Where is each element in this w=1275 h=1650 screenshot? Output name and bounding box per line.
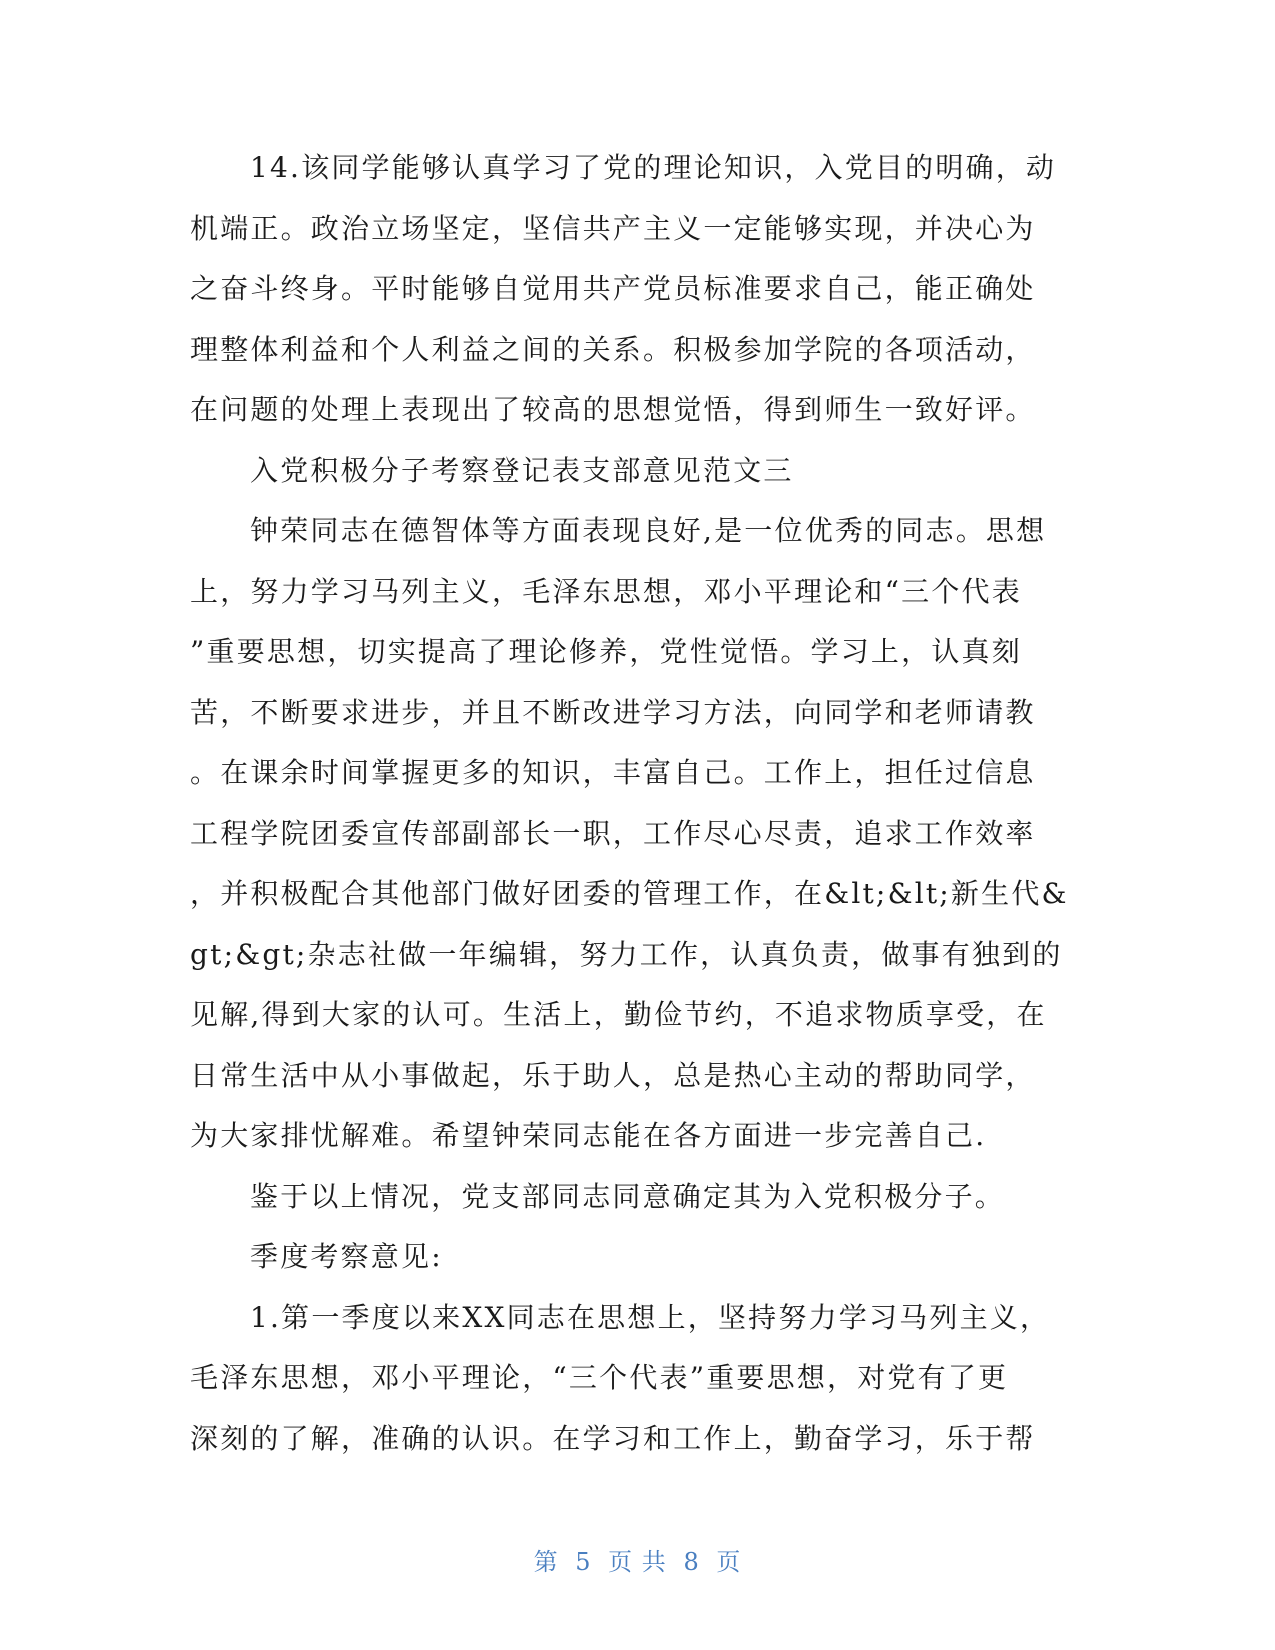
paragraph-line: 1.第一季度以来XX同志在思想上，坚持努力学习马列主义，: [250, 1300, 1051, 1334]
section-heading: 季度考察意见:: [250, 1240, 443, 1273]
paragraph-line: ，并积极配合其他部门做好团委的管理工作，在&lt;&lt;新生代&: [190, 877, 1069, 910]
current-page-number: 5: [575, 1548, 592, 1576]
footer-suffix: 页: [716, 1548, 742, 1576]
paragraph-line: 之奋斗终身。平时能够自觉用共产党员标准要求自己，能正确处: [190, 272, 1036, 305]
section-heading: 入党积极分子考察登记表支部意见范文三: [250, 453, 794, 487]
document-body: [190, 138, 1075, 1469]
paragraph-line: 见解,得到大家的认可。生活上，勤俭节约，不追求物质享受，在: [190, 998, 1047, 1031]
paragraph-line: gt;&gt;杂志社做一年编辑，努力工作，认真负责，做事有独到的: [190, 937, 1063, 971]
paragraph-line: 机端正。政治立场坚定，坚信共产主义一定能够实现，并决心为: [190, 211, 1036, 245]
paragraph-line: 14.该同学能够认真学习了党的理论知识，入党目的明确，动: [250, 151, 1057, 184]
paragraph-line: 工程学院团委宣传部副部长一职，工作尽心尽责，追求工作效率: [190, 816, 1036, 850]
paragraph-line: 深刻的了解，准确的认识。在学习和工作上，勤奋学习，乐于帮: [190, 1421, 1036, 1455]
paragraph-line: 毛泽东思想，邓小平理论，“三个代表”重要思想，对党有了更: [190, 1361, 1009, 1394]
paragraph-line: 。在课余时间掌握更多的知识，丰富自己。工作上，担任过信息: [190, 756, 1036, 789]
paragraph-line: 上，努力学习马列主义，毛泽东思想，邓小平理论和“三个代表: [190, 574, 1022, 608]
paragraph-line: 在问题的处理上表现出了较高的思想觉悟，得到师生一致好评。: [190, 393, 1036, 426]
paragraph-line: 理整体利益和个人利益之间的关系。积极参加学院的各项活动，: [190, 332, 1036, 366]
paragraph-line: ”重要思想，切实提高了理论修养，党性觉悟。学习上，认真刻: [190, 635, 1022, 668]
paragraph-line: 日常生活中从小事做起，乐于助人，总是热心主动的帮助同学，: [190, 1058, 1036, 1092]
paragraph-line: 苦，不断要求进步，并且不断改进学习方法，向同学和老师请教: [190, 695, 1036, 729]
paragraph-line: 钟荣同志在德智体等方面表现良好,是一位优秀的同志。思想: [250, 514, 1047, 547]
footer-prefix: 第: [533, 1548, 559, 1576]
page-number-footer: [0, 1542, 1275, 1577]
total-pages-number: 8: [683, 1548, 700, 1576]
footer-middle: 页 共: [608, 1548, 667, 1576]
paragraph-line: 为大家排忧解难。希望钟荣同志能在各方面进一步完善自己.: [190, 1119, 987, 1152]
paragraph-line: 鉴于以上情况，党支部同志同意确定其为入党积极分子。: [250, 1179, 1006, 1213]
